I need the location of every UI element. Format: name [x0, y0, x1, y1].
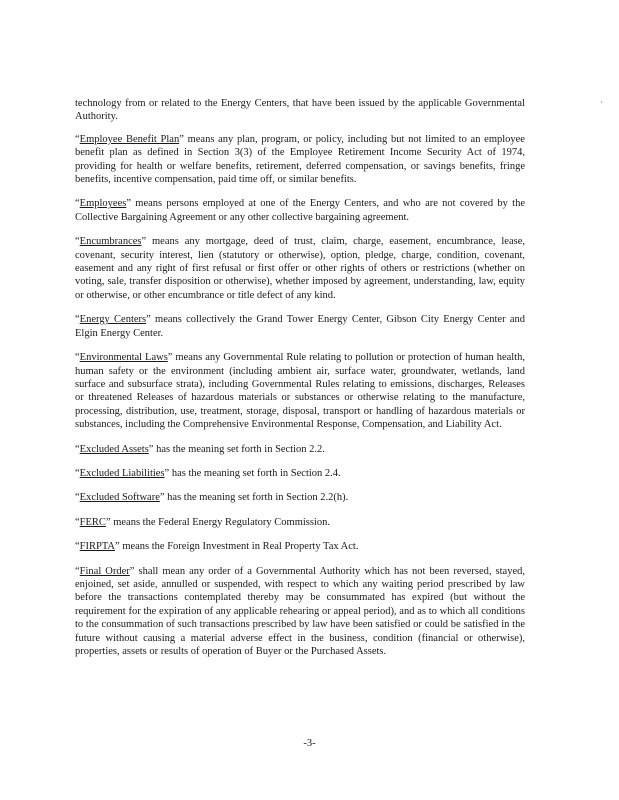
- defined-term: Environmental Laws: [79, 352, 168, 364]
- defined-term: Excluded Assets: [79, 443, 149, 455]
- close-quote: ”: [164, 467, 170, 479]
- defined-term: Energy Centers: [79, 314, 147, 326]
- close-quote: ”: [141, 236, 147, 248]
- definition-firpta: [75, 540, 525, 553]
- continuation-paragraph: technology from or related to the Energy Centers, that have been issued by the applicable Governmental Authority.: [75, 98, 525, 123]
- margin-mark: ·: [600, 97, 603, 107]
- close-quote: ”: [115, 541, 120, 553]
- definition-text: has the meaning set forth in Section 2.2.: [153, 443, 325, 455]
- definition-encumbrances: [75, 235, 525, 302]
- definition-ferc: [75, 516, 525, 529]
- defined-term: Excluded Liabilities: [79, 467, 165, 479]
- open-quote: “: [75, 467, 80, 479]
- definition-text: means the Foreign Investment in Real Property Tax Act.: [119, 541, 359, 553]
- definition-text: has the meaning set forth in Section 2.2(h).: [164, 492, 349, 504]
- defined-term: FIRPTA: [79, 541, 116, 553]
- definition-text: means the Federal Energy Regulatory Commission.: [110, 516, 331, 528]
- defined-term: Excluded Software: [79, 492, 160, 504]
- close-quote: ”: [148, 443, 154, 455]
- definition-employees: [75, 197, 525, 224]
- open-quote: “: [75, 352, 80, 364]
- open-quote: “: [75, 443, 80, 455]
- close-quote: ”: [126, 198, 131, 210]
- open-quote: “: [75, 541, 80, 553]
- defined-term: Final Order: [79, 565, 130, 577]
- close-quote: ”: [129, 565, 135, 577]
- definition-final-order: [75, 565, 525, 659]
- open-quote: “: [75, 133, 80, 145]
- definition-text: means collectively the Grand Tower Energy Center, Gibson City Energy Center and Elgin Energy Center.: [75, 314, 525, 339]
- definition-text: has the meaning set forth in Section 2.4.: [169, 467, 341, 479]
- defined-term: Employees: [79, 198, 127, 210]
- definition-excluded-assets: [75, 443, 525, 456]
- definition-energy-centers: [75, 313, 525, 340]
- open-quote: “: [75, 236, 80, 248]
- definition-text: means persons employed at one of the Energy Centers, and who are not covered by the Collective Bargaining Agreement or any other collective bargaining agreement.: [75, 198, 525, 223]
- defined-term: FERC: [79, 516, 106, 528]
- definition-employee-benefit-plan: [75, 133, 525, 187]
- definition-text: shall mean any order of a Governmental Authority which has not been reversed, stayed, enjoined, set aside, annulled or suspended, with respect to which any waiting period prescribed by law before the transactions contemplated thereby may be consummated has expired (but without the requirement for the expiration of any applicable rehearing or appeal period), and as to which all conditions to the consummation of such transactions prescribed by law have been satisfied or could be satisfied in the future without causing a material adverse effect in the business, condition (financial or otherwise), properties, assets or results of operation of Buyer or the Purchased Assets.: [75, 565, 525, 657]
- close-quote: ”: [159, 492, 165, 504]
- definition-text: means any plan, program, or policy, including but not limited to an employee benefit plan as defined in Section 3(3) of the Employee Retirement Income Security Act of 1974, providing for health or welfare benefits, retirement, deferred compensation, or savings benefits, fringe benefits, incentive compensation, paid time off, or similar benefits.: [75, 133, 525, 186]
- definition-text: means any mortgage, deed of trust, claim, charge, easement, encumbrance, lease, covenant, security interest, lien (statutory or otherwise), option, pledge, charge, condition, covenant, easement and any right of first refusal or first offer or other rights of others or restrictions (whether on voting, sale, transfer disposition or otherwise), whether imposed by agreement, understanding, law, equity or otherwise, or other encumbrance or title defect of any kind.: [75, 236, 525, 301]
- document-body: [75, 97, 525, 669]
- open-quote: “: [75, 516, 80, 528]
- definition-excluded-liabilities: [75, 467, 525, 480]
- defined-term: Employee Benefit Plan: [79, 133, 180, 145]
- open-quote: “: [75, 565, 80, 577]
- defined-term: Encumbrances: [79, 236, 142, 248]
- definition-text: means any Governmental Rule relating to pollution or protection of human health, human safety or the environment (including ambient air, surface water, groundwater, wetlands, land surface and subsurface strata), including Governmental Rules relating to emissions, discharges, Releases or threatened Releases of hazardous materials or substances or otherwise relating to the manufacture, processing, distribution, use, treatment, storage, disposal, transport or handling of hazardous materials or substances, including the Comprehensive Environmental Response, Compensation, and Liability Act.: [75, 352, 525, 431]
- definition-excluded-software: [75, 491, 525, 504]
- close-quote: ”: [105, 516, 111, 528]
- open-quote: “: [75, 314, 80, 326]
- close-quote: ”: [167, 352, 173, 364]
- page-number: -3-: [303, 738, 316, 749]
- open-quote: “: [75, 198, 80, 210]
- close-quote: ”: [146, 314, 151, 326]
- open-quote: “: [75, 492, 80, 504]
- definition-environmental-laws: [75, 351, 525, 431]
- close-quote: ”: [179, 133, 184, 145]
